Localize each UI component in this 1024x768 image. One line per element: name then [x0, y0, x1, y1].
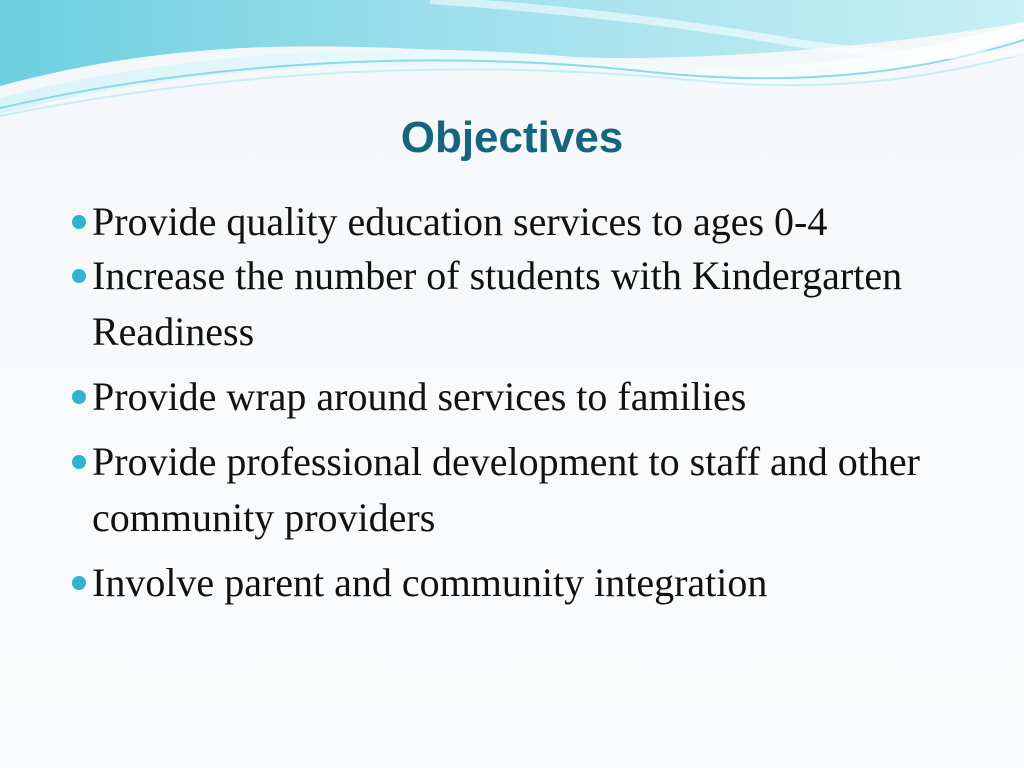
objective-text: Provide wrap around services to families: [92, 374, 747, 419]
objective-text: Provide quality education services to ages 0-4: [92, 199, 828, 244]
objective-item: [62, 369, 962, 425]
objective-item: [62, 434, 962, 546]
bullet-dot-icon: [72, 269, 86, 283]
bullet-dot-icon: [72, 390, 86, 404]
slide-title: Objectives: [400, 113, 624, 162]
bullet-dot-icon: [72, 455, 86, 469]
objective-text: Involve parent and community integration: [92, 560, 768, 605]
objective-item: [62, 555, 962, 611]
objective-item: [62, 190, 962, 254]
bullet-dot-icon: [72, 215, 86, 229]
objective-item: [62, 248, 962, 360]
objectives-list: [62, 190, 962, 611]
bullet-dot-icon: [72, 576, 86, 590]
objective-text: Provide professional development to staff and other community providers: [92, 439, 920, 540]
objective-text: Increase the number of students with Kindergarten Readiness: [92, 253, 903, 354]
